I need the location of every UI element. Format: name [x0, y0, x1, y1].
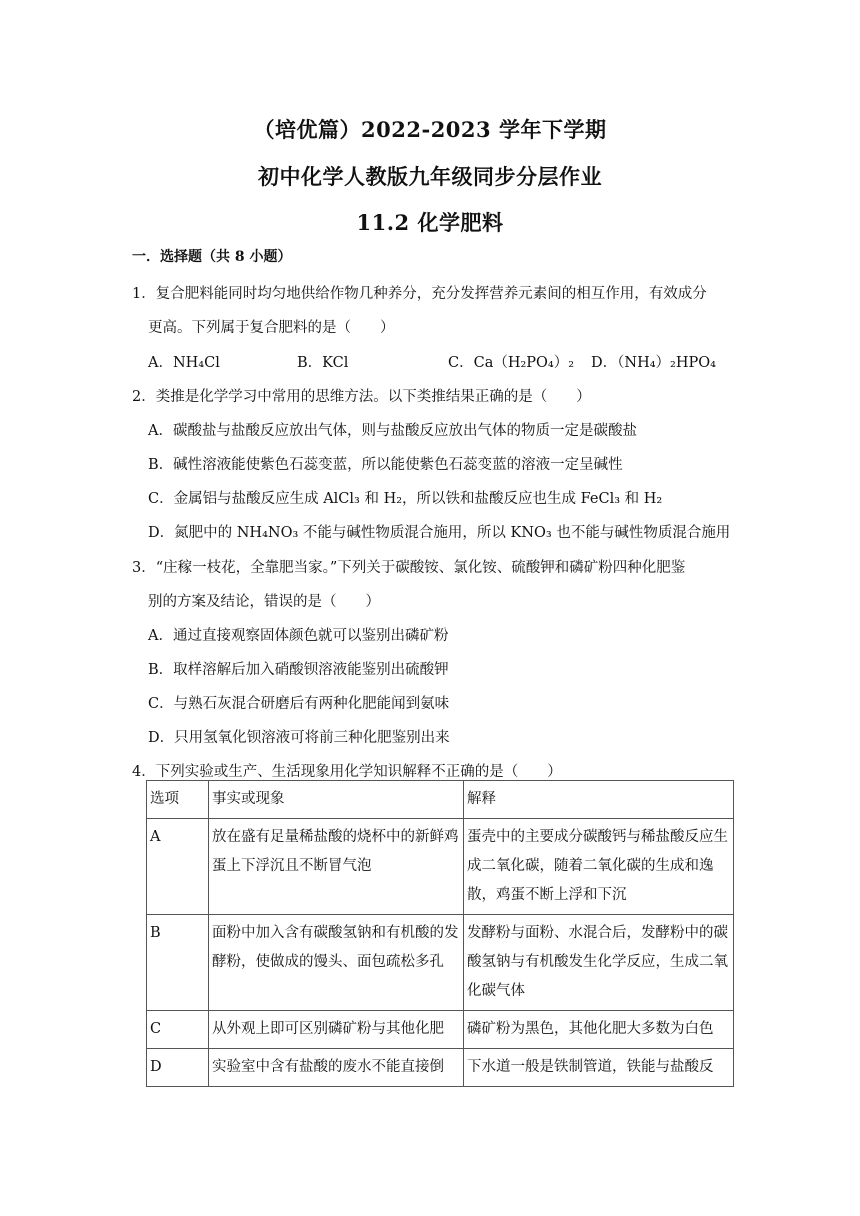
table-row [147, 819, 734, 915]
question-2-option-b: B．碱性溶液能使紫色石蕊变蓝，所以能使紫色石蕊变蓝的溶液一定呈碱性 [148, 457, 623, 473]
question-1-option-d: D．（NH₄）₂HPO₄ [591, 355, 716, 371]
question-3-stem-line1: 3．“庄稼一枝花，全靠肥当家。”下列关于碳酸铵、氯化铵、硫酸钾和磷矿粉四种化肥鉴 [132, 560, 686, 576]
table-cell-option: C [147, 1011, 209, 1049]
question-2-option-d: D．氮肥中的 NH₄NO₃ 不能与碱性物质混合施用，所以 KNO₃ 也不能与碱性物质混合施用 [148, 525, 731, 541]
table-cell-fact: 实验室中含有盐酸的废水不能直接倒 [209, 1049, 464, 1087]
doc-title-line1: （培优篇）2022-2023 学年下学期 [253, 117, 607, 142]
question-2-option-c: C．金属铝与盐酸反应生成 AlCl₃ 和 H₂，所以铁和盐酸反应也生成 FeCl₃ 和 H₂ [148, 491, 663, 507]
table-cell-explanation: 磷矿粉为黑色，其他化肥大多数为白色 [464, 1011, 734, 1049]
question-3-option-a: A．通过直接观察固体颜色就可以鉴别出磷矿粉 [148, 628, 449, 644]
table-header-fact: 事实或现象 [209, 781, 464, 819]
question-2-stem: 2．类推是化学学习中常用的思维方法。以下类推结果正确的是（ ） [132, 389, 591, 405]
table-row [147, 915, 734, 1011]
table-cell-fact: 放在盛有足量稀盐酸的烧杯中的新鲜鸡蛋上下浮沉且不断冒气泡 [209, 819, 464, 915]
doc-title-line2: 初中化学人教版九年级同步分层作业 [258, 164, 602, 189]
table-row [147, 1011, 734, 1049]
table-header-row [147, 781, 734, 819]
question-1-stem-line2: 更高。下列属于复合肥料的是（ ） [148, 320, 395, 336]
table-cell-option: D [147, 1049, 209, 1087]
table-cell-fact: 面粉中加入含有碳酸氢钠和有机酸的发酵粉，使做成的馒头、面包疏松多孔 [209, 915, 464, 1011]
question-3-option-b: B．取样溶解后加入硝酸钡溶液能鉴别出硫酸钾 [148, 662, 449, 678]
table-header-explanation: 解释 [464, 781, 734, 819]
question-1-option-c: C．Ca（H₂PO₄）₂ [448, 355, 575, 371]
table-cell-option: A [147, 819, 209, 915]
question-4-stem: 4．下列实验或生产、生活现象用化学知识解释不正确的是（ ） [132, 764, 562, 780]
question-1-options [148, 351, 748, 371]
table-cell-explanation: 蛋壳中的主要成分碳酸钙与稀盐酸反应生成二氧化碳，随着二氧化碳的生成和逸散，鸡蛋不断上浮和下沉 [464, 819, 734, 915]
question-3-stem-line2: 别的方案及结论，错误的是（ ） [148, 594, 380, 610]
table-cell-option: B [147, 915, 209, 1011]
question-1-stem-line1: 1．复合肥料能同时均匀地供给作物几种养分，充分发挥营养元素间的相互作用，有效成分 [132, 286, 707, 302]
question-2-option-a: A．碳酸盐与盐酸反应放出气体，则与盐酸反应放出气体的物质一定是碳酸盐 [148, 423, 637, 439]
question-4-table [146, 780, 734, 1087]
question-3-option-c: C．与熟石灰混合研磨后有两种化肥能闻到氨味 [148, 696, 450, 712]
doc-title-line3: 11.2 化学肥料 [356, 210, 504, 235]
question-1-option-b: B．KCl [297, 355, 349, 371]
section-heading: 一．选择题（共 8 小题） [132, 249, 292, 265]
question-1-option-a: A．NH₄Cl [148, 355, 220, 371]
table-cell-explanation: 下水道一般是铁制管道，铁能与盐酸反 [464, 1049, 734, 1087]
question-3-option-d: D．只用氢氧化钡溶液可将前三种化肥鉴别出来 [148, 730, 450, 746]
table-cell-fact: 从外观上即可区别磷矿粉与其他化肥 [209, 1011, 464, 1049]
table-cell-explanation: 发酵粉与面粉、水混合后，发酵粉中的碳酸氢钠与有机酸发生化学反应，生成二氧化碳气体 [464, 915, 734, 1011]
table-row [147, 1049, 734, 1087]
table-header-option: 选项 [147, 781, 209, 819]
